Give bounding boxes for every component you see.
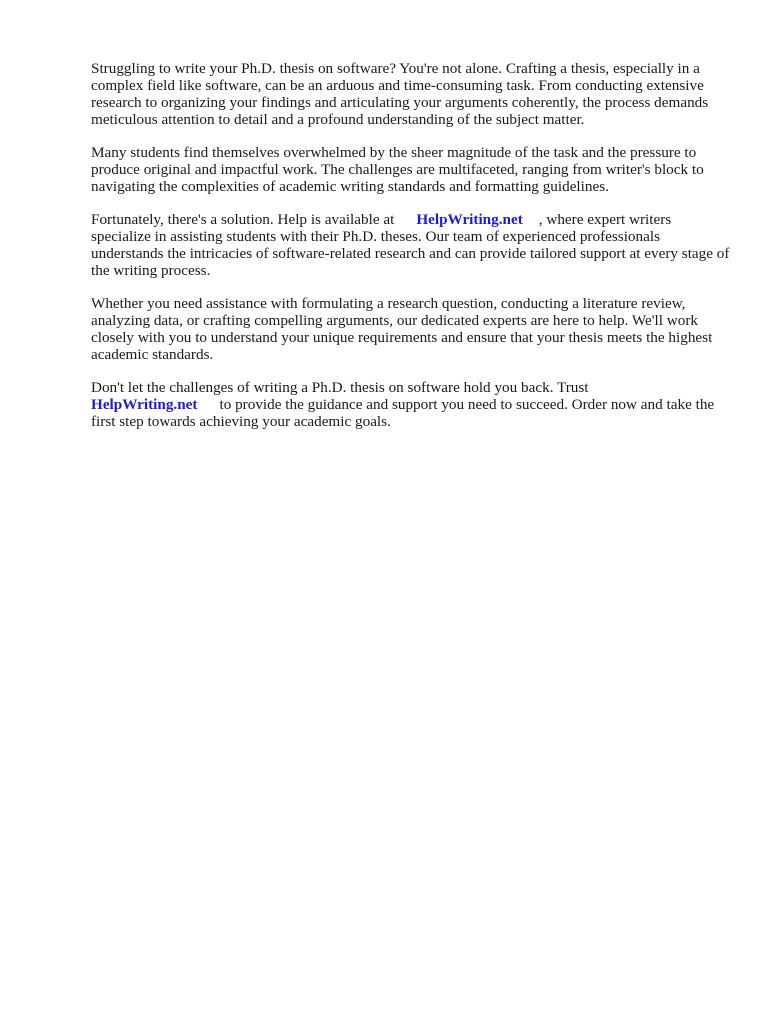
paragraph-closing xyxy=(91,379,731,430)
paragraph-intro: Struggling to write your Ph.D. thesis on software? You're not alone. Crafting a thesis, especially in a complex field like software, can be an arduous and time-consuming task. From conducting extensive research to organizing your findings and articulating your arguments coherently, the process demands meticulous attention to detail and a profound understanding of the subject matter. xyxy=(91,60,709,128)
paragraph-solution-lead: Fortunately, there's a solution. Help is available at xyxy=(91,211,395,228)
paragraph-solution xyxy=(91,211,731,279)
paragraph-closing-rest: to provide the guidance and support you need to succeed. Order now and take the first step towards achieving your academic goals. xyxy=(91,396,715,430)
paragraph-challenges: Many students find themselves overwhelmed by the sheer magnitude of the task and the pressure to produce original and impactful work. The challenges are multifaceted, ranging from writer's block to navigating the complexities of academic writing standards and formatting guidelines. xyxy=(91,144,704,195)
paragraph-closing-lead: Don't let the challenges of writing a Ph.D. thesis on software hold you back. Trust xyxy=(91,379,589,396)
helpwriting-link[interactable]: HelpWriting.net xyxy=(416,211,523,228)
paragraph-solution-rest: , where expert writers specialize in assisting students with their Ph.D. theses. Our team of experienced professionals understands the intricacies of software-related research and can provide tailored support at every stage of the writing process. xyxy=(91,211,730,279)
helpwriting-link-closing[interactable]: HelpWriting.net xyxy=(91,396,198,413)
paragraph-assistance: Whether you need assistance with formulating a research question, conducting a literature review, analyzing data, or crafting compelling arguments, our dedicated experts are here to help. We'll work closely with you to understand your unique requirements and ensure that your thesis meets the highest academic standards. xyxy=(91,295,713,363)
document-body xyxy=(91,60,731,446)
